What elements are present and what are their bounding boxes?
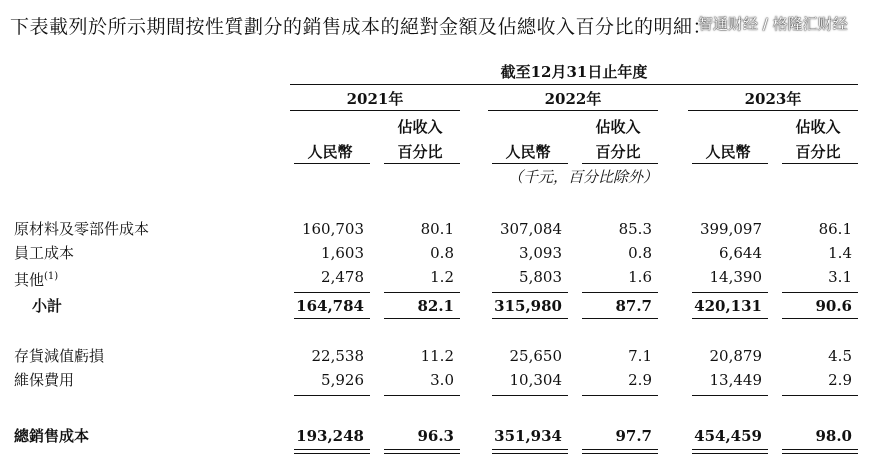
table-cell: 1.6 xyxy=(628,268,652,286)
table-cell: 5,926 xyxy=(321,371,364,389)
column-header-rule xyxy=(294,163,370,164)
table-cell: 90.6 xyxy=(815,297,852,315)
table-cell: 399,097 xyxy=(699,220,762,238)
table-cell: 164,784 xyxy=(296,297,364,315)
table-cell: 1.4 xyxy=(828,244,852,262)
footnote-marker: (1) xyxy=(44,271,59,282)
row-label xyxy=(14,244,74,262)
maintenance-bottom-rule xyxy=(384,395,460,396)
table-cell: 454,459 xyxy=(694,427,762,445)
column-header-pct: 佔收入 xyxy=(795,118,841,136)
maintenance-bottom-rule xyxy=(492,395,568,396)
maintenance-bottom-rule xyxy=(692,395,768,396)
row-label xyxy=(14,371,74,389)
table-cell: 2,478 xyxy=(321,268,364,286)
column-header-pct: 佔收入 xyxy=(595,118,641,136)
table-cell: 20,879 xyxy=(709,347,762,365)
column-header-rule xyxy=(782,163,858,164)
period-header: 截至12月31日止年度 xyxy=(500,63,648,81)
column-header-rmb: 人民幣 xyxy=(505,143,551,161)
column-header-pct: 百分比 xyxy=(795,143,841,161)
column-header-rule xyxy=(384,163,460,164)
table-cell: 0.8 xyxy=(628,244,652,262)
row-label xyxy=(14,347,104,365)
table-cell: 315,980 xyxy=(494,297,562,315)
year-header-rule xyxy=(488,110,658,111)
unit-note: （千元，百分比除外） xyxy=(507,168,658,186)
column-header-rule xyxy=(692,163,768,164)
year-header: 2021年 xyxy=(346,90,404,108)
subtotal-top-rule xyxy=(782,292,858,293)
row-label-text: 總銷售成本 xyxy=(14,427,90,445)
row-label xyxy=(14,268,58,289)
total-double-rule xyxy=(492,449,568,454)
table-cell: 1.2 xyxy=(430,268,454,286)
page-title: 下表載列於所示期間按性質劃分的銷售成本的絕對金額及佔總收入百分比的明細： xyxy=(10,16,713,38)
subtotal-bottom-rule xyxy=(384,318,460,319)
table-cell: 160,703 xyxy=(301,220,364,238)
table-cell: 98.0 xyxy=(815,427,852,445)
table-cell: 6,644 xyxy=(719,244,762,262)
total-double-rule xyxy=(782,449,858,454)
table-cell: 11.2 xyxy=(420,347,454,365)
table-cell: 1,603 xyxy=(321,244,364,262)
total-double-rule xyxy=(294,449,370,454)
subtotal-top-rule xyxy=(692,292,768,293)
table-cell: 0.8 xyxy=(430,244,454,262)
subtotal-bottom-rule xyxy=(782,318,858,319)
row-label xyxy=(14,427,89,445)
subtotal-bottom-rule xyxy=(492,318,568,319)
column-header-rmb: 人民幣 xyxy=(307,143,353,161)
table-cell: 5,803 xyxy=(519,268,562,286)
row-label-text: 員工成本 xyxy=(14,244,75,262)
table-cell: 96.3 xyxy=(417,427,454,445)
table-cell: 22,538 xyxy=(311,347,364,365)
table-cell: 3.0 xyxy=(430,371,454,389)
subtotal-bottom-rule xyxy=(294,318,370,319)
table-cell: 25,650 xyxy=(509,347,562,365)
table-cell: 3.1 xyxy=(828,268,852,286)
table-cell: 87.7 xyxy=(615,297,652,315)
subtotal-bottom-rule xyxy=(692,318,768,319)
subtotal-top-rule xyxy=(294,292,370,293)
row-label-text: 原材料及零部件成本 xyxy=(14,220,150,238)
table-cell: 2.9 xyxy=(828,371,852,389)
row-label-text: 維保費用 xyxy=(14,371,75,389)
column-header-pct: 百分比 xyxy=(595,143,641,161)
total-double-rule xyxy=(582,449,658,454)
table-cell: 14,390 xyxy=(709,268,762,286)
row-label-text: 其他 xyxy=(14,271,45,289)
table-cell: 10,304 xyxy=(509,371,562,389)
table-cell: 80.1 xyxy=(420,220,454,238)
column-header-pct: 百分比 xyxy=(397,143,443,161)
maintenance-bottom-rule xyxy=(294,395,370,396)
column-header-pct: 佔收入 xyxy=(397,118,443,136)
total-double-rule xyxy=(692,449,768,454)
table-cell: 420,131 xyxy=(694,297,762,315)
table-cell: 4.5 xyxy=(828,347,852,365)
table-cell: 3,093 xyxy=(519,244,562,262)
maintenance-bottom-rule xyxy=(782,395,858,396)
row-label xyxy=(14,220,149,238)
subtotal-top-rule xyxy=(492,292,568,293)
table-cell: 85.3 xyxy=(618,220,652,238)
table-cell: 86.1 xyxy=(818,220,852,238)
column-header-rmb: 人民幣 xyxy=(705,143,751,161)
subtotal-bottom-rule xyxy=(582,318,658,319)
table-cell: 307,084 xyxy=(499,220,562,238)
year-header-rule xyxy=(290,110,460,111)
table-cell: 2.9 xyxy=(628,371,652,389)
table-cell: 13,449 xyxy=(709,371,762,389)
table-cell: 97.7 xyxy=(615,427,652,445)
year-header-rule xyxy=(688,110,858,111)
table-cell: 193,248 xyxy=(296,427,364,445)
column-header-rule xyxy=(492,163,568,164)
row-label-text: 存貨減值虧損 xyxy=(14,347,105,365)
column-header-rule xyxy=(582,163,658,164)
watermark: 智通财经 / 格隆汇财经 xyxy=(698,15,848,33)
period-header-rule xyxy=(290,84,858,85)
table-cell: 82.1 xyxy=(417,297,454,315)
table-cell: 7.1 xyxy=(628,347,652,365)
row-label xyxy=(32,297,62,315)
row-label-text: 小計 xyxy=(32,297,63,315)
year-header: 2023年 xyxy=(744,90,802,108)
subtotal-top-rule xyxy=(384,292,460,293)
maintenance-bottom-rule xyxy=(582,395,658,396)
year-header: 2022年 xyxy=(544,90,602,108)
subtotal-top-rule xyxy=(582,292,658,293)
table-cell: 351,934 xyxy=(494,427,562,445)
total-double-rule xyxy=(384,449,460,454)
